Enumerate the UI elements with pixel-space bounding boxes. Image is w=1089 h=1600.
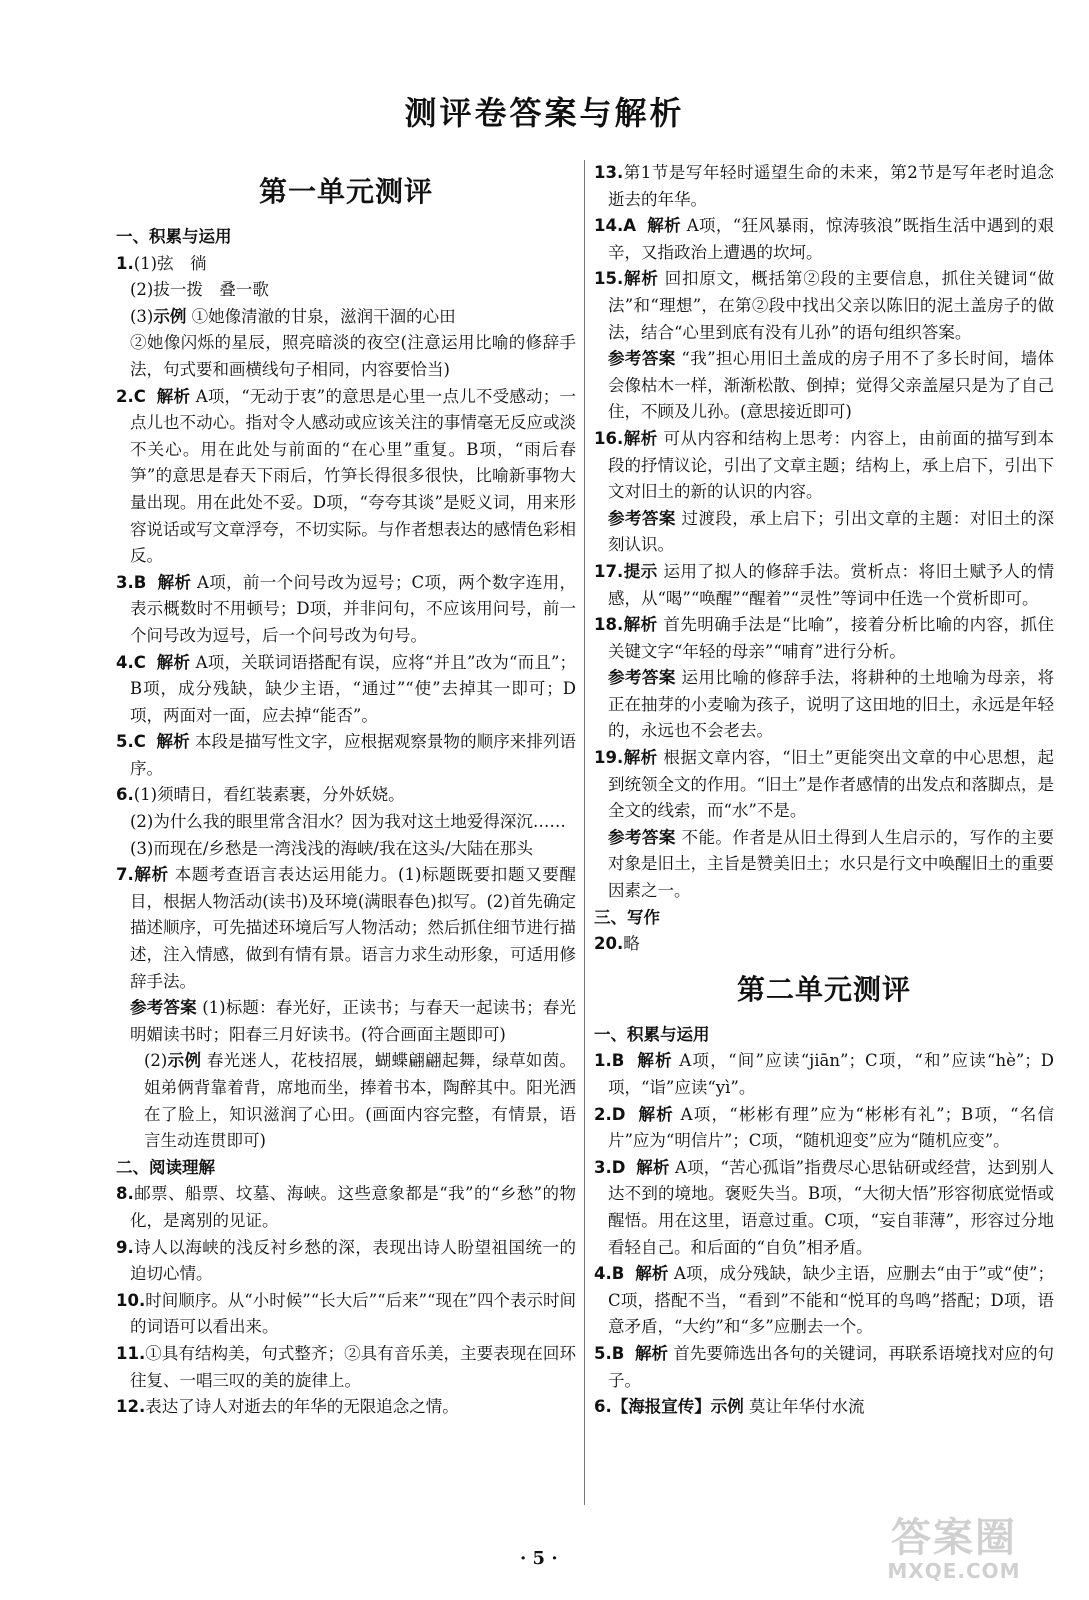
unit1-q1-part3b: ②她像闪烁的星辰，照亮暗淡的夜空(注意运用比喻的修辞手法，句式要和画横线句子相同，内容要恰当): [130, 333, 576, 379]
unit1-q12: 12.表达了诗人对逝去的年华的无限追念之情。: [116, 1397, 459, 1417]
unit2-section1-heading: 一、积累与运用: [594, 1024, 710, 1044]
unit1-q6: 6.(1)须晴日，看红装素裹，分外妖娆。: [116, 785, 405, 805]
unit1-q1-part2: (2)拔一拨 叠一歌: [130, 280, 269, 300]
unit1-q18-answer: 参考答案 运用比喻的修辞手法，将耕种的土地喻为母亲，将正在抽芽的小麦喻为孩子，说明了这田地的旧土，永远是年轻的，永远也不会老去。: [608, 668, 1055, 741]
unit1-q1: 1.(1)弦 徜: [116, 253, 207, 273]
unit1-q7-answer2: (2)示例 春光迷人，花枝招展，蝴蝶翩翩起舞，绿草如茵。姐弟俩背靠着背，席地而坐，捧着书本，陶醉其中。阳光洒在了脸上，知识滋润了心田。(画面内容完整，有情景，语言生动连贯即可): [144, 1051, 577, 1151]
unit1-q13: 13.第1节是写年轻时遥望生命的未来，第2节是写年老时追念逝去的年华。: [594, 163, 1054, 209]
unit1-q15: 15.解析 回扣原文，概括第②段的主要信息，抓住关键词“做法”和“理想”，在第②段中找出父亲以陈旧的泥土盖房子的做法，结合“心里到底有没有儿孙”的语句组织答案。: [594, 269, 1055, 342]
unit1-q16-answer: 参考答案 过渡段，承上启下；引出文章的主题：对旧土的深刻认识。: [608, 508, 1055, 555]
unit1-q18: 18.解析 首先明确手法是“比喻”，接着分析比喻的内容，抓住关键文字“年轻的母亲”“哺育”进行分析。: [594, 615, 1054, 661]
unit1-title: 第一单元测评: [258, 175, 433, 208]
watermark-logo: [859, 1516, 1049, 1588]
right-column: [594, 160, 1054, 1421]
unit1-q11: 11.①具有结构美，句式整齐；②具有音乐美，主要表现在回环往复、一唱三叹的美的旋律上。: [116, 1343, 576, 1390]
unit1-section1-heading: 一、积累与运用: [116, 227, 232, 246]
unit1-q19: 19.解析 根据文章内容，“旧土”更能突出文章的中心思想，起到统领全文的作用。“旧土”是作者感情的出发点和落脚点，是全文的线索，而“水”不是。: [594, 748, 1054, 821]
unit1-q6-part3: (3)而现在/乡愁是一湾浅浅的海峡/我在这头/大陆在那头: [130, 838, 534, 858]
unit1-q16: 16.解析 可从内容和结构上思考：内容上，由前面的描写到本段的抒情议论，引出了文章主题；结构上，承上启下，引出下文对旧土的新的认识的内容。: [594, 428, 1055, 502]
unit1-q7-answer1: 参考答案 (1)标题：春光好，正读书；与春天一起读书；春光明媚读书时；阳春三月好读书。(符合画面主题即可): [130, 998, 576, 1044]
unit2-title: 第二单元测评: [736, 972, 911, 1006]
unit2-q5: 5.B 解析 首先要筛选出各句的关键词，再联系语境找对应的句子。: [594, 1343, 1055, 1390]
watermark-text: 答案圈: [891, 1515, 1017, 1561]
unit2-q2: 2.D 解析 A项，“彬彬有理”应为“彬彬有礼”；B项，“名信片”应为“明信片”；C项，“随机迎变”应为“随机应变”。: [594, 1104, 1055, 1151]
watermark-url: MXQE.COM: [887, 1559, 1021, 1583]
column-divider: [584, 160, 585, 1505]
unit1-q9: 9.诗人以海峡的浅反衬乡愁的深，表现出诗人盼望祖国统一的迫切心情。: [116, 1237, 576, 1284]
unit1-q6-part2: (2)为什么我的眼里常含泪水？因为我对这土地爱得深沉……: [130, 812, 566, 832]
unit2-q4: 4.B 解析 A项，成分残缺，缺少主语，应删去“由于”或“使”；C项，搭配不当，“看到”不能和“悦耳的鸟鸣”搭配；D项，语意矛盾，“大约”和“多”应删去一个。: [594, 1264, 1054, 1337]
unit1-section3-heading: 三、写作: [594, 907, 660, 927]
unit1-q1-part3: (3)示例 ①她像清澈的甘泉，滋润干涸的心田: [130, 306, 456, 326]
unit2-q3: 3.D 解析 A项，“苦心孤诣”指费尽心思钻研或经营，达到别人达不到的境地。褒贬失当。B项，“大彻大悟”形容彻底觉悟或醒悟。用在这里，语意过重。C项，“妄自菲薄”，形容过分地看轻自己。和后面的“自负”相矛盾。: [594, 1157, 1054, 1257]
unit1-q20: 20.略: [594, 934, 640, 954]
unit1-q15-answer: 参考答案 “我”担心用旧土盖成的房子用不了多长时间，墙体会像枯木一样，渐渐松散、倒掉；觉得父亲盖屋只是为了自己住，不顾及儿孙。(意思接近即可): [608, 349, 1054, 422]
left-column: [116, 160, 576, 1421]
unit1-q4: 4.C 解析 A项，关联词语搭配有误，应将“并且”改为“而且”；B项，成分残缺，缺少主语，“通过”“使”去掉其一即可；D项，两面对一面，应去掉“能否”。: [116, 652, 576, 725]
unit1-q3: 3.B 解析 A项，前一个问号改为逗号；C项，两个数字连用，表示概数时不用顿号；D项，并非问句，不应该用问号，前一个问号改为逗号，后一个问号改为句号。: [116, 572, 576, 645]
unit2-q6: 6.【海报宣传】示例 莫让年华付水流: [594, 1397, 865, 1417]
unit1-q5: 5.C 解析 本段是描写性文字，应根据观察景物的顺序来排列语序。: [116, 732, 577, 778]
unit1-q10: 10.时间顺序。从“小时候”“长大后”“后来”“现在”四个表示时间的词语可以看出来。: [116, 1290, 576, 1337]
unit1-q2: 2.C 解析 A项，“无动于衷”的意思是心里一点儿不受感动；一点儿也不动心。指对令人感动或应该关注的事情毫无反应或淡不关心。用在此处与前面的“在心里”重复。B项，“雨后春笋”的意思是春天下雨后，竹笋长得很多很快，比喻新事物大量出现。用在此处不妥。D项，“夸夸其谈”是贬义词，用来形容说话或写文章浮夸，不切实际。与作者想表达的感情色彩相反。: [116, 386, 576, 566]
unit1-q8: 8.邮票、船票、坟墓、海峡。这些意象都是“我”的“乡愁”的物化，是离别的见证。: [116, 1184, 576, 1230]
page-number: · 5 ·: [520, 1548, 558, 1569]
unit1-q14: 14.A 解析 A项，“狂风暴雨，惊涛骇浪”既指生活中遇到的艰辛，又指政治上遭遇的坎坷。: [594, 216, 1054, 262]
unit1-q19-answer: 参考答案 不能。作者是从旧土得到人生启示的，写作的主要对象是旧土，主旨是赞美旧土；水只是行文中唤醒旧土的重要因素之一。: [608, 827, 1055, 901]
page-title: 测评卷答案与解析: [404, 94, 685, 132]
unit1-q7: 7.解析 本题考查语言表达运用能力。(1)标题既要扣题又要醒目，根据人物活动(读书)及环境(满眼春色)拟写。(2)首先确定描述顺序，可先描述环境后写人物活动；然后抓住细节进行描述，注入情感，做到有情有景。语言力求生动形象，可适用修辞手法。: [116, 865, 577, 991]
unit2-q1: 1.B 解析 A项，“间”应读“jiān”；C项，“和”应读“hè”；D项，“诣”应读“yì”。: [594, 1051, 1054, 1097]
unit1-section2-heading: 二、阅读理解: [116, 1157, 215, 1177]
unit1-q17: 17.提示 运用了拟人的修辞手法。赏析点：将旧土赋予人的情感，从“喝”“唤醒”“醒着”“灵性”等词中任选一个赏析即可。: [594, 561, 1055, 608]
